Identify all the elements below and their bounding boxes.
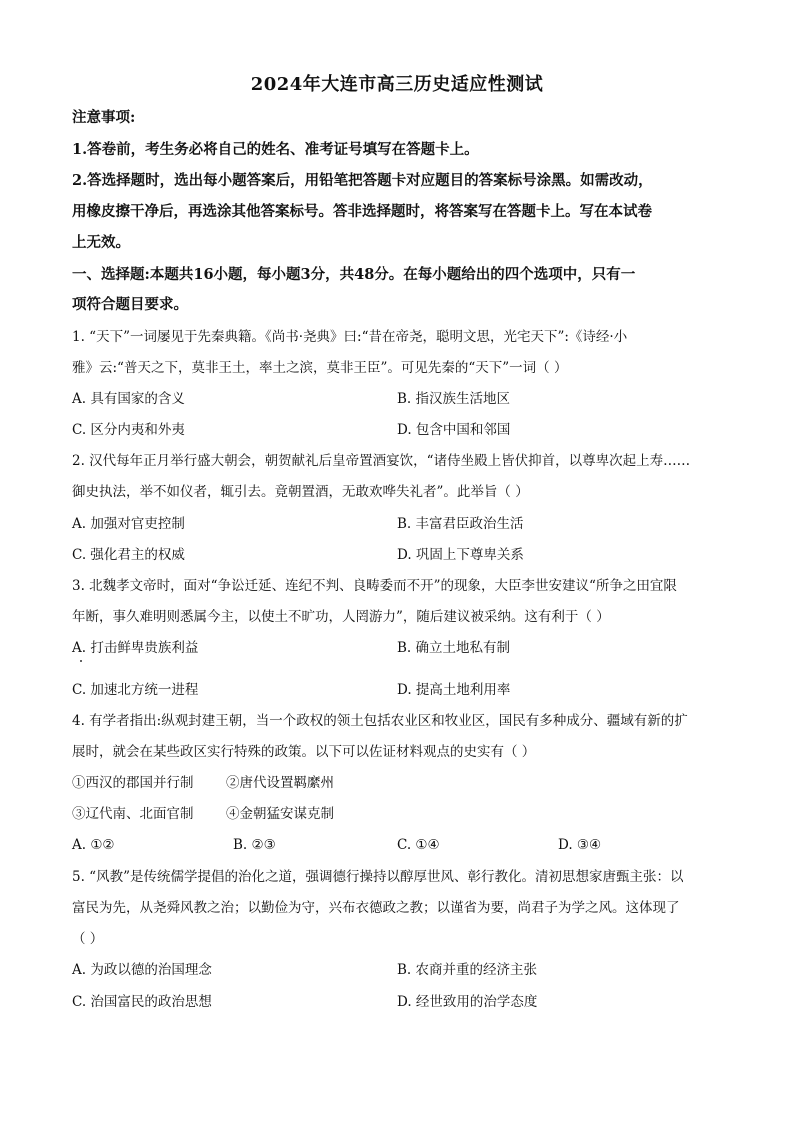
question-5-option-c[interactable]: C. 治国富民的政治思想	[72, 994, 212, 1010]
question-1-option-a[interactable]: A. 具有国家的含义	[72, 391, 185, 407]
question-3-option-b[interactable]: B. 确立土地私有制	[397, 640, 511, 656]
notice-item-1: 1.答卷前，考生务必将自己的姓名、准考证号填写在答题卡上。	[72, 141, 479, 158]
notice-item-2-line-3: 上无效。	[72, 234, 130, 251]
question-1-option-b[interactable]: B. 指汉族生活地区	[397, 391, 511, 407]
question-4-option-d[interactable]: D. ③④	[558, 837, 602, 853]
question-4-stem-line-1: 4. 有学者指出:纵观封建王朝，当一个政权的领土包括农业区和牧业区，国民有多种成分、疆域有新的扩	[72, 713, 688, 729]
question-1-stem-line-2: 雅》云:“普天之下，莫非王土，率土之滨，莫非王臣”。可见先秦的“天下”一词（ ）	[72, 360, 568, 376]
page-title: 2024年大连市高三历史适应性测试	[250, 74, 544, 95]
question-4-stem-line-2: 展时，就会在某些政区实行特殊的政策。以下可以佐证材料观点的史实有（ ）	[72, 744, 536, 760]
question-1-stem-line-1: 1. “天下”一词屡见于先秦典籍。《尚书·尧典》曰:“昔在帝尧，聪明文思，光宅天下”:《诗经·小	[72, 329, 628, 345]
section-heading-line-2: 项符合题目要求。	[72, 296, 188, 313]
question-5-option-b[interactable]: B. 农商并重的经济主张	[397, 962, 538, 978]
question-2-option-c[interactable]: C. 强化君主的权威	[72, 547, 185, 563]
question-1-option-d[interactable]: D. 包含中国和邻国	[397, 422, 511, 438]
question-4-item-3: ③辽代南、北面官制	[72, 806, 194, 822]
notice-item-2-line-1: 2.答选择题时，选出每小题答案后，用铅笔把答题卡对应题目的答案标号涂黑。如需改动，	[72, 172, 653, 189]
stray-dot	[80, 660, 82, 662]
question-4-item-2: ②唐代设置羁縻州	[226, 775, 334, 791]
question-3-option-d[interactable]: D. 提高土地利用率	[397, 682, 511, 698]
question-2-option-d[interactable]: D. 巩固上下尊卑关系	[397, 547, 524, 563]
question-4-item-4: ④金朝猛安谋克制	[226, 806, 334, 822]
question-2-option-a[interactable]: A. 加强对官吏控制	[72, 516, 185, 532]
section-heading-line-1: 一、选择题:本题共16小题，每小题3分，共48分。在每小题给出的四个选项中，只有一	[72, 266, 636, 283]
question-4-option-b[interactable]: B. ②③	[233, 837, 276, 853]
question-3-stem-line-2: 年断，事久难明则悉属今主，以使土不旷功，人罔游力”，随后建议被采纳。这有利于（ ）	[72, 609, 610, 625]
question-5-stem-line-2: 富民为先，从尧舜风教之治；以勤俭为守，兴布衣德政之教；以谨省为要，尚君子为学之风。这体现了	[72, 900, 680, 916]
question-3-stem-line-1: 3. 北魏孝文帝时，面对“争讼迁延、连纪不判、良畴委而不开”的现象，大臣李世安建议“所争之田宜限	[72, 578, 677, 594]
question-1-option-c[interactable]: C. 区分内夷和外夷	[72, 422, 185, 438]
question-2-stem-line-1: 2. 汉代每年正月举行盛大朝会，朝贺献礼后皇帝置酒宴饮，“诸侍坐殿上皆伏抑首，以尊卑次起上寿……	[72, 453, 691, 469]
notice-item-2-line-2: 用橡皮擦干净后，再选涂其他答案标号。答非选择题时，将答案写在答题卡上。写在本试卷	[72, 203, 652, 220]
question-5-stem-line-1: 5. “风教”是传统儒学提倡的治化之道，强调德行操持以醇厚世风、彰行教化。清初思想家唐甄主张：以	[72, 869, 684, 885]
question-5-option-d[interactable]: D. 经世致用的治学态度	[397, 994, 538, 1010]
notice-heading: 注意事项:	[72, 109, 136, 126]
question-2-option-b[interactable]: B. 丰富君臣政治生活	[397, 516, 524, 532]
question-3-option-a[interactable]: A. 打击鲜卑贵族利益	[72, 640, 199, 656]
question-4-option-a[interactable]: A. ①②	[72, 837, 115, 853]
question-4-item-1: ①西汉的郡国并行制	[72, 775, 194, 791]
question-3-option-c[interactable]: C. 加速北方统一进程	[72, 682, 199, 698]
question-5-stem-line-3: （ ）	[72, 931, 104, 947]
question-4-option-c[interactable]: C. ①④	[397, 837, 440, 853]
question-5-option-a[interactable]: A. 为政以德的治国理念	[72, 962, 212, 978]
question-2-stem-line-2: 御史执法，举不如仪者，辄引去。竟朝置酒，无敢欢哗失礼者”。此举旨（ ）	[72, 484, 529, 500]
